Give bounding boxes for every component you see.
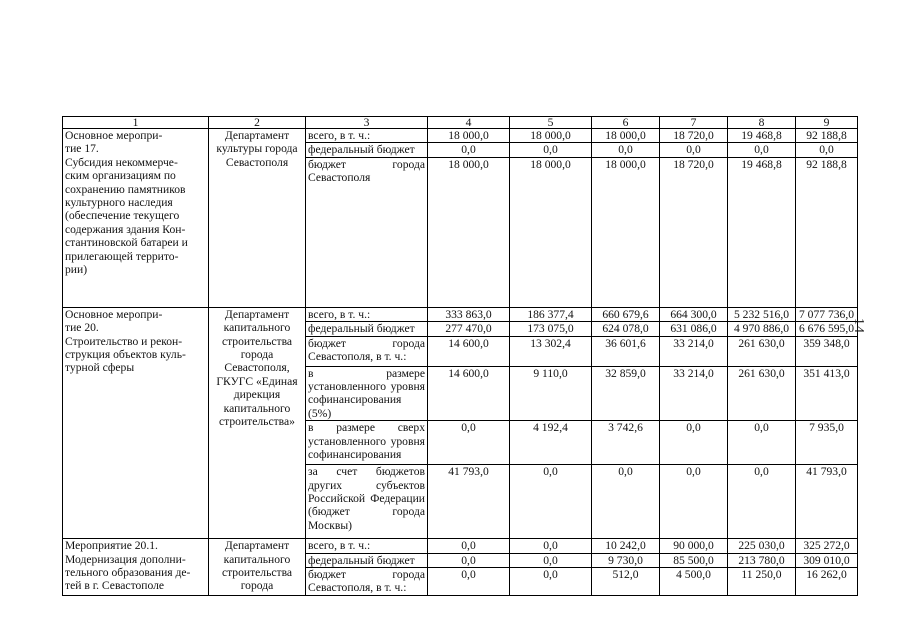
amount-cell: 351 413,0 [796,366,858,421]
amount-cell: 660 679,6 [592,307,660,321]
activity-name-cell [63,129,209,308]
activity-name-line: Основное меропри- [65,307,163,321]
activity-name-line: тие 17. [65,142,99,156]
amount-cell: 19 468,8 [728,157,796,307]
funding-source-cell: всего, в т. ч.: [306,539,428,553]
amount-cell: 92 188,8 [796,157,858,307]
amount-cell: 664 300,0 [660,307,728,321]
amount-cell: 32 859,0 [592,366,660,421]
table-row [63,307,858,321]
amount-cell: 0,0 [428,421,510,465]
amount-cell: 11 250,0 [728,568,796,596]
funding-source-cell: федеральный бюджет [306,143,428,157]
executor-cell [209,129,306,308]
amount-cell: 18 000,0 [428,129,510,143]
amount-cell: 0,0 [592,143,660,157]
program-financing-table [62,116,858,596]
amount-cell: 13 302,4 [510,336,592,366]
amount-cell: 0,0 [728,143,796,157]
table-row [63,539,858,553]
activity-name-line: Строительство и рекон- [65,334,183,348]
executor-line: Департамент [224,129,290,142]
amount-cell: 18 000,0 [510,129,592,143]
column-number-header: 2 [209,117,306,129]
activity-name-line: тие 20. [65,321,99,335]
column-number-header: 6 [592,117,660,129]
amount-cell: 16 262,0 [796,568,858,596]
executor-line: капитального [223,321,291,335]
activity-name-line: тельного образования де- [65,566,191,580]
activity-name-line: Субсидия некоммерче- [65,155,178,169]
activity-name-line: культурного наследия [65,196,173,210]
executor-line: Департамент [224,307,290,321]
header-row [63,117,858,129]
amount-cell: 0,0 [796,143,858,157]
amount-cell: 0,0 [428,553,510,567]
amount-cell: 7 935,0 [796,421,858,465]
activity-name-line: прилегающей террито- [65,249,179,263]
amount-cell: 36 601,6 [592,336,660,366]
activity-name-line: содержания здания Кон- [65,222,186,236]
amount-cell: 186 377,4 [510,307,592,321]
amount-cell: 225 030,0 [728,539,796,553]
amount-cell: 0,0 [660,421,728,465]
amount-cell: 90 000,0 [660,539,728,553]
column-number-header: 1 [63,117,209,129]
amount-cell: 9 730,0 [592,553,660,567]
column-number-header: 4 [428,117,510,129]
amount-cell: 0,0 [510,143,592,157]
amount-cell: 0,0 [428,568,510,596]
executor-line: ГКУГС «Единая [216,374,298,388]
amount-cell: 261 630,0 [728,336,796,366]
executor-line: строительства [221,334,293,348]
activity-name-line: стантиновской батареи и [65,236,188,250]
funding-source-cell: за счет бюджетов других субъектов Российской Федерации (бюджет города Москвы) [306,465,428,539]
executor-line: капитального [223,552,291,566]
funding-source-cell: федеральный бюджет [306,322,428,336]
amount-cell: 309 010,0 [796,553,858,567]
executor-line: капитального [223,401,291,415]
page-number: 14 [851,318,866,334]
amount-cell: 18 720,0 [660,129,728,143]
executor-line: культуры города [216,142,298,156]
amount-cell: 359 348,0 [796,336,858,366]
executor-line: строительства» [219,415,295,429]
activity-name-line: Модернизация дополни- [65,552,186,566]
activity-name-line: рии) [65,263,88,277]
amount-cell: 4 192,4 [510,421,592,465]
amount-cell: 18 000,0 [428,157,510,307]
activity-name-line: сохранению памятников [65,182,186,196]
amount-cell: 10 242,0 [592,539,660,553]
column-number-header: 7 [660,117,728,129]
amount-cell: 3 742,6 [592,421,660,465]
amount-cell: 92 188,8 [796,129,858,143]
amount-cell: 0,0 [660,143,728,157]
executor-line: города [240,579,274,593]
amount-cell: 4 970 886,0 [728,322,796,336]
executor-line: строительства [221,566,293,580]
amount-cell: 631 086,0 [660,322,728,336]
executor-cell [209,307,306,538]
funding-source-cell: бюджет города Севастополя, в т. ч.: [306,336,428,366]
funding-source-cell: в размере сверх установленного уровня софинансирования [306,421,428,465]
column-number-header: 9 [796,117,858,129]
amount-cell: 213 780,0 [728,553,796,567]
amount-cell: 0,0 [728,465,796,539]
amount-cell: 14 600,0 [428,366,510,421]
amount-cell: 333 863,0 [428,307,510,321]
amount-cell: 0,0 [660,465,728,539]
amount-cell: 0,0 [510,568,592,596]
activity-name-line: струкция объектов куль- [65,348,186,362]
column-number-header: 8 [728,117,796,129]
funding-source-cell: федеральный бюджет [306,553,428,567]
amount-cell: 5 232 516,0 [728,307,796,321]
executor-cell [209,539,306,596]
amount-cell: 6 676 595,0 [796,322,858,336]
amount-cell: 0,0 [428,539,510,553]
executor-line: Департамент [224,539,290,553]
amount-cell: 41 793,0 [428,465,510,539]
amount-cell: 325 272,0 [796,539,858,553]
activity-name-cell [63,539,209,596]
funding-source-cell: всего, в т. ч.: [306,307,428,321]
amount-cell: 18 000,0 [510,157,592,307]
activity-name-line: Мероприятие 20.1. [65,539,158,553]
amount-cell: 33 214,0 [660,366,728,421]
activity-name-line: Основное меропри- [65,129,163,142]
amount-cell: 261 630,0 [728,366,796,421]
column-number-header: 3 [306,117,428,129]
activity-name-line: турной сферы [65,361,135,375]
amount-cell: 14 600,0 [428,336,510,366]
executor-line: Севастополя [225,155,289,169]
table-row [63,129,858,143]
amount-cell: 19 468,8 [728,129,796,143]
amount-cell: 0,0 [728,421,796,465]
activity-name-line: ским организациям по [65,169,176,183]
amount-cell: 7 077 736,0 [796,307,858,321]
amount-cell: 0,0 [510,465,592,539]
amount-cell: 173 075,0 [510,322,592,336]
amount-cell: 33 214,0 [660,336,728,366]
amount-cell: 0,0 [510,539,592,553]
activity-name-line: тей в г. Севастополе [65,579,165,593]
amount-cell: 0,0 [428,143,510,157]
activity-name-cell [63,307,209,538]
funding-source-cell: всего, в т. ч.: [306,129,428,143]
amount-cell: 0,0 [510,553,592,567]
amount-cell: 9 110,0 [510,366,592,421]
executor-line: Севастополя, [224,361,290,375]
executor-line: города [240,348,274,362]
amount-cell: 624 078,0 [592,322,660,336]
amount-cell: 85 500,0 [660,553,728,567]
amount-cell: 0,0 [592,465,660,539]
funding-source-cell: бюджет города Севастополя [306,157,428,307]
amount-cell: 4 500,0 [660,568,728,596]
amount-cell: 18 000,0 [592,129,660,143]
amount-cell: 41 793,0 [796,465,858,539]
funding-source-cell: бюджет города Севастополя, в т. ч.: [306,568,428,596]
funding-source-cell: в размере установленного уровня софинансирования (5%) [306,366,428,421]
activity-name-line: (обеспечение текущего [65,209,180,223]
amount-cell: 277 470,0 [428,322,510,336]
amount-cell: 18 000,0 [592,157,660,307]
amount-cell: 18 720,0 [660,157,728,307]
amount-cell: 512,0 [592,568,660,596]
executor-line: дирекция [233,388,281,402]
column-number-header: 5 [510,117,592,129]
